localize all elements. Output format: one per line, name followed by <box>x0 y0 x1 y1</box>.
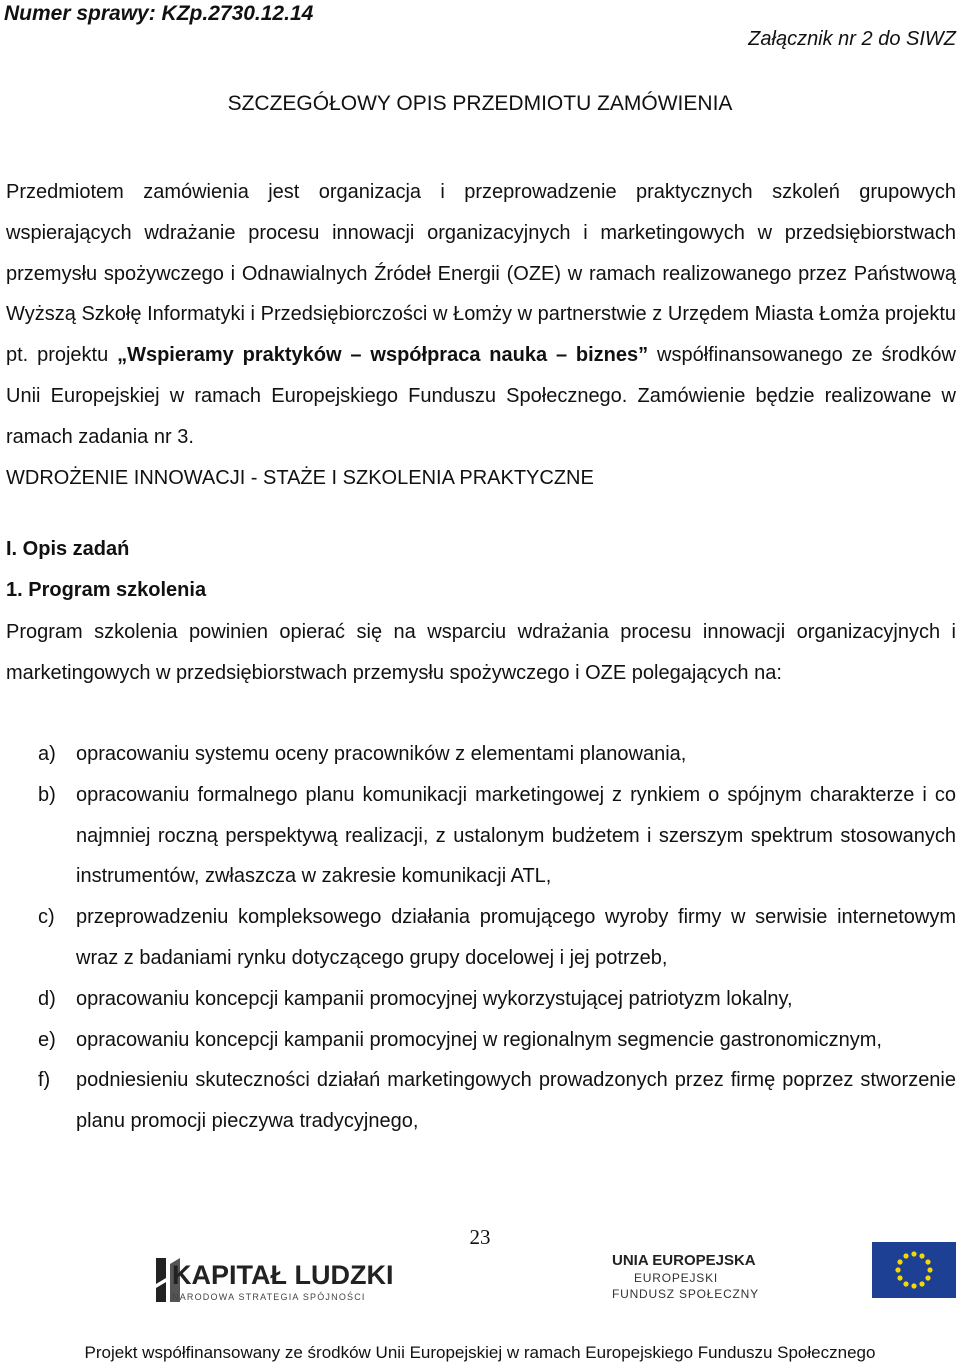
eu-flag-icon <box>872 1242 956 1308</box>
list-item <box>38 1020 956 1061</box>
intro-paragraph <box>6 172 956 498</box>
intro-text-part2: współfinansowanego ze środków Unii Europejskiej w ramach Europejskiego Funduszu Społecznego. Zamówienie będzie realizowane w ramach zadania nr 3. <box>6 344 956 448</box>
intro-text-part1: Przedmiotem zamówienia jest organizacja i przeprowadzenie praktycznych szkoleń grupowych wspierających wdrażanie procesu innowacji organizacyjnych i marketingowych w przedsiębiorstwach przemysłu spożywczego i Odnawialnych Źródeł Energii (OZE) w ramach realizowanego przez Państwową Wyższą Szkołę Informatyki i Przedsiębiorczości w Łomży w partnerstwie z Urzędem Miasta Łomża projektu pt. projektu <box>6 181 956 367</box>
eu-logo-line2: EUROPEJSKI <box>634 1271 719 1285</box>
list-item-label: c) <box>38 906 55 929</box>
list-item-text: opracowaniu formalnego planu komunikacji marketingowej z rynkiem o spójnym charakterze i co najmniej roczną perspektywą realizacji, z ustalonym budżetem i szerszym spektrum stosowanych instrumentów, zwłaszcza w zakresie komunikacji ATL, <box>76 783 956 888</box>
list-item <box>38 979 956 1020</box>
section-subheading: 1. Program szkolenia <box>6 579 207 601</box>
kl-logo-subtitle: NARODOWA STRATEGIA SPÓJNOŚCI <box>172 1292 366 1302</box>
kapital-ludzki-logo <box>152 1250 412 1310</box>
footer-text: Projekt współfinansowany ze środków Unii Europejskiej w ramach Europejskiego Funduszu Społecznego <box>84 1343 876 1362</box>
eu-logo-line1: UNIA EUROPEJSKA <box>612 1252 756 1269</box>
case-number: Numer sprawy: KZp.2730.12.14 <box>4 2 314 25</box>
list-item-text: opracowaniu koncepcji kampanii promocyjnej w regionalnym segmencie gastronomicznym, <box>76 1028 882 1051</box>
list-item <box>38 734 956 775</box>
list-item-text: opracowaniu koncepcji kampanii promocyjnej wykorzystującej patriotyzm lokalny, <box>76 987 793 1010</box>
list-item-text: podniesieniu skuteczności działań marketingowych prowadzonych przez firmę poprzez stworzenie planu promocji pieczywa tradycyjnego, <box>76 1069 956 1133</box>
annex-label: Załącznik nr 2 do SIWZ <box>748 28 956 50</box>
list-item <box>38 897 956 979</box>
kl-logo-name: KAPITAŁ LUDZKI <box>172 1260 394 1290</box>
program-paragraph: Program szkolenia powinien opierać się na wsparciu wdrażania procesu innowacji organizacyjnych i marketingowych w przedsiębiorstwach przemysłu spożywczego i OZE polegających na: <box>6 621 956 684</box>
list-item-label: a) <box>38 743 56 765</box>
task-line: WDROŻENIE INNOWACJI - STAŻE I SZKOLENIA PRAKTYCZNE <box>6 466 594 489</box>
document-title: SZCZEGÓŁOWY OPIS PRZEDMIOTU ZAMÓWIENIA <box>227 92 733 115</box>
page-number: 23 <box>469 1225 491 1249</box>
eu-flag-background <box>872 1242 956 1298</box>
list-item <box>38 1060 956 1142</box>
kl-logo-mark-bottom <box>156 1282 166 1302</box>
list-item-label: e) <box>38 1028 56 1051</box>
kl-logo-mark-left <box>156 1258 166 1284</box>
list-item-text: opracowaniu systemu oceny pracowników z elementami planowania, <box>76 743 687 765</box>
list-item-label: f) <box>38 1069 51 1092</box>
eu-social-fund-logo <box>612 1248 772 1308</box>
list-item-label: d) <box>38 987 56 1010</box>
list-item <box>38 775 956 897</box>
requirements-list <box>38 734 956 1142</box>
list-item-label: b) <box>38 783 56 806</box>
eu-logo-line3: FUNDUSZ SPOŁECZNY <box>612 1287 759 1301</box>
list-item-text: przeprowadzeniu kompleksowego działania promującego wyroby firmy w serwisie internetowym wraz z badaniami rynku dotyczącego grupy docelowej i jej potrzeb, <box>76 906 956 969</box>
project-name: „Wspieramy praktyków – współpraca nauka – biznes” <box>117 344 649 367</box>
section-heading: I. Opis zadań <box>6 538 130 560</box>
